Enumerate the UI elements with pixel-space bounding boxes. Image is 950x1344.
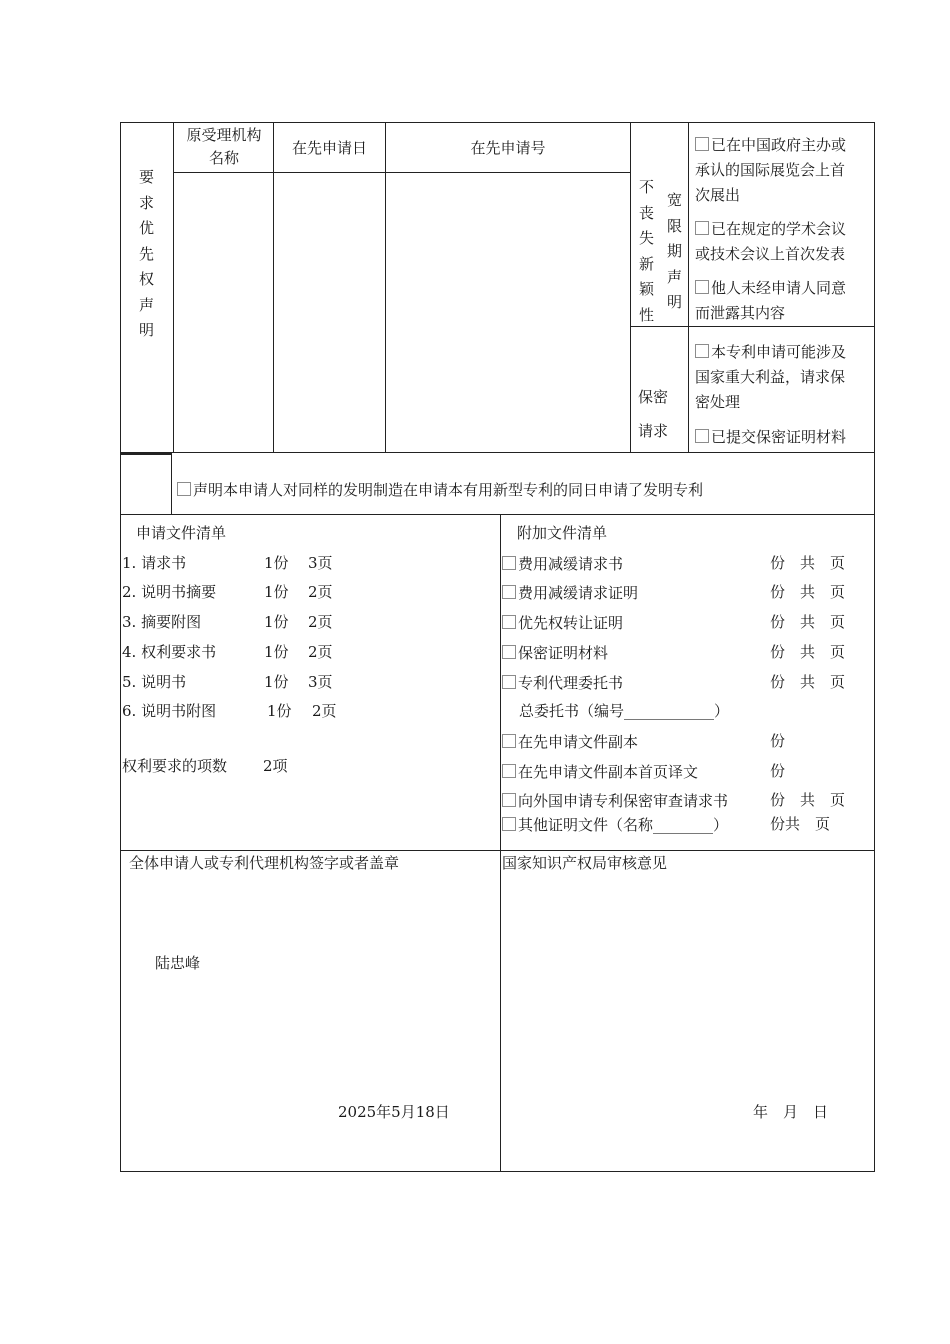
priority-vertical-label: 要 求 优 先 权 声 明	[139, 168, 155, 339]
rule	[385, 122, 386, 452]
rule	[630, 122, 631, 452]
checkbox[interactable]	[695, 221, 709, 235]
list-item-pages: 3页	[308, 673, 333, 691]
checkbox[interactable]	[502, 585, 516, 599]
novelty-option-exhibition[interactable]: 已在中国政府主办或 承认的国际展览会上首 次展出	[695, 136, 847, 204]
list-item: 2. 说明书摘要	[122, 583, 217, 601]
list-item-tail: 份共 页	[770, 815, 831, 833]
rule	[173, 172, 630, 173]
checkbox[interactable]	[177, 482, 191, 496]
checkbox[interactable]	[502, 675, 516, 689]
list-item: 4. 权利要求书	[122, 643, 217, 661]
rule	[273, 122, 274, 452]
attach-docs-title: 附加文件清单	[517, 524, 608, 542]
rule	[173, 122, 174, 452]
list-item-tail: 份	[770, 762, 786, 780]
list-item-copies: 1份	[264, 583, 289, 601]
claims-count-value: 2项	[263, 757, 288, 775]
list-item-pages: 2页	[312, 702, 337, 720]
review-label: 国家知识产权局审核意见	[502, 854, 668, 872]
list-item[interactable]: 优先权转让证明	[502, 615, 623, 631]
signature-date: 2025年5月18日	[338, 1103, 450, 1121]
list-item-tail: 份 共 页	[770, 673, 846, 691]
rule	[688, 122, 689, 452]
signature-label: 全体申请人或专利代理机构签字或者盖章	[129, 854, 400, 872]
list-item-pages: 2页	[308, 583, 333, 601]
rule	[500, 514, 501, 1172]
list-item-tail: 份 共 页	[770, 583, 846, 601]
list-item[interactable]: 保密证明材料	[502, 645, 608, 661]
checkbox[interactable]	[502, 645, 516, 659]
novelty-option-conference[interactable]: 已在规定的学术会议 或技术会议上首次发表	[695, 220, 847, 263]
secrecy-label: 保密 请求	[638, 388, 669, 440]
rule	[120, 453, 171, 455]
list-item-pages: 2页	[308, 613, 333, 631]
list-item-copies: 1份	[264, 554, 289, 572]
secrecy-option-submitted[interactable]: 已提交保密证明材料	[695, 429, 846, 445]
list-item-copies: 1份	[264, 643, 289, 661]
list-item: 1. 请求书	[122, 554, 187, 572]
list-item-tail: 份 共 页	[770, 791, 846, 809]
list-item[interactable]: 其他证明文件（名称________）	[502, 817, 728, 833]
rule	[120, 514, 875, 515]
checkbox[interactable]	[695, 344, 709, 358]
col-header-date: 在先申请日	[291, 139, 367, 157]
grace-period-vertical-label: 宽 限 期 声 明	[667, 191, 683, 311]
rule	[171, 452, 172, 514]
app-docs-title: 申请文件清单	[136, 524, 227, 542]
checkbox[interactable]	[695, 429, 709, 443]
checkbox[interactable]	[502, 793, 516, 807]
secrecy-option-national-interest[interactable]: 本专利申请可能涉及 国家重大利益，请求保 密处理	[695, 343, 847, 411]
claims-count-label: 权利要求的项数	[122, 757, 228, 775]
checkbox[interactable]	[695, 280, 709, 294]
general-power-of-attorney: 总委托书（编号____________）	[519, 702, 730, 720]
list-item-tail: 份 共 页	[770, 554, 846, 572]
checkbox[interactable]	[502, 615, 516, 629]
checkbox[interactable]	[502, 734, 516, 748]
applicant-signature: 陆忠峰	[155, 954, 201, 972]
list-item[interactable]: 向外国申请专利保密审查请求书	[502, 793, 728, 809]
list-item-copies: 1份	[264, 613, 289, 631]
list-item-tail: 份 共 页	[770, 613, 846, 631]
rule	[120, 452, 875, 453]
list-item[interactable]: 在先申请文件副本	[502, 734, 638, 750]
checkbox[interactable]	[502, 764, 516, 778]
checkbox[interactable]	[502, 817, 516, 831]
list-item[interactable]: 费用减缓请求证明	[502, 585, 638, 601]
list-item-pages: 3页	[308, 554, 333, 572]
list-item[interactable]: 费用减缓请求书	[502, 556, 623, 572]
list-item[interactable]: 专利代理委托书	[502, 675, 623, 691]
list-item-pages: 2页	[308, 643, 333, 661]
checkbox[interactable]	[695, 137, 709, 151]
list-item-copies: 1份	[267, 702, 292, 720]
list-item[interactable]: 在先申请文件副本首页译文	[502, 764, 698, 780]
list-item: 3. 摘要附图	[122, 613, 202, 631]
review-date: 年 月 日	[753, 1103, 829, 1121]
list-item-tail: 份 共 页	[770, 643, 846, 661]
list-item: 5. 说明书	[122, 673, 187, 691]
checkbox[interactable]	[502, 556, 516, 570]
rule	[630, 326, 875, 327]
col-header-number: 在先申请号	[470, 139, 546, 157]
list-item-tail: 份	[770, 732, 786, 750]
col-header-office: 原受理机构 名称	[186, 126, 262, 167]
rule	[120, 850, 875, 851]
novelty-vertical-label: 不 丧 失 新 颖 性	[639, 178, 655, 324]
list-item-copies: 1份	[264, 673, 289, 691]
same-day-declaration[interactable]: 声明本申请人对同样的发明制造在申请本有用新型专利的同日申请了发明专利	[177, 482, 703, 498]
novelty-option-disclosure[interactable]: 他人未经申请人同意 而泄露其内容	[695, 279, 847, 322]
list-item: 6. 说明书附图	[122, 702, 217, 720]
